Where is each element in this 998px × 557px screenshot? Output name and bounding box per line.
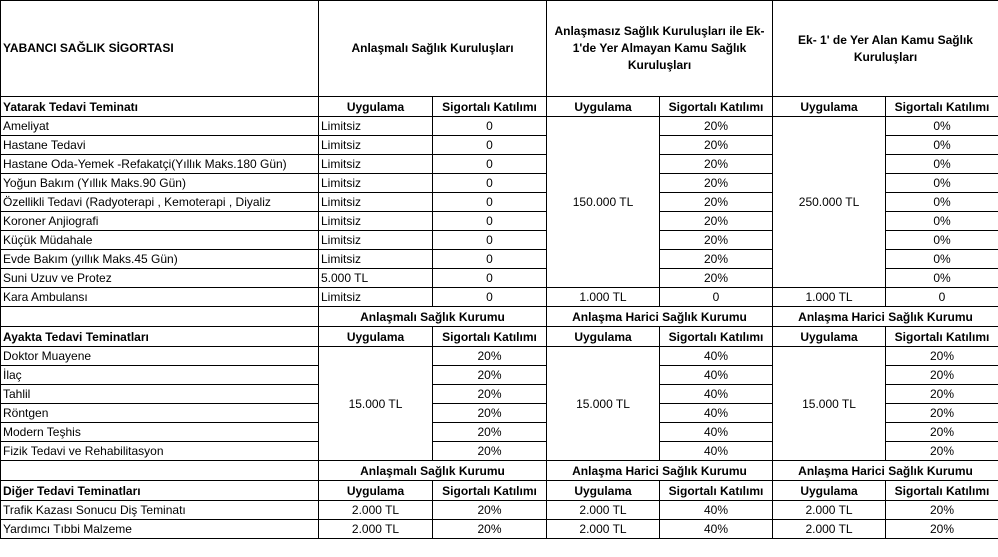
cell-value: 40%	[660, 442, 773, 461]
merged-limit-anlasmali: 15.000 TL	[319, 347, 433, 461]
cell-value: Limitsiz	[319, 193, 433, 212]
col-group-anlasmasiz: Anlaşmasız Sağlık Kuruluşları ile Ek-1'de Yer Almayan Kamu Sağlık Kuruluşları	[547, 1, 773, 97]
cell-value: 0%	[886, 250, 998, 269]
col-header-katilim: Sigortalı Katılımı	[660, 97, 773, 117]
cell-value: 2.000 TL	[319, 501, 433, 520]
cell-value: Limitsiz	[319, 174, 433, 193]
col-group-anlasmali: Anlaşmalı Sağlık Kuruluşları	[319, 1, 547, 97]
cell-value: 0%	[886, 174, 998, 193]
cell-value: 0	[433, 155, 547, 174]
cell-value: 20%	[886, 501, 998, 520]
cell-value: 0	[433, 174, 547, 193]
col-group-harici-kurum: Anlaşma Harici Sağlık Kurumu	[547, 307, 773, 327]
cell-value: 20%	[433, 366, 547, 385]
col-header-katilim: Sigortalı Katılımı	[433, 327, 547, 347]
section-title-ayakta: Ayakta Tedavi Teminatları	[1, 327, 319, 347]
cell-value: 2.000 TL	[773, 520, 886, 539]
col-header-katilim: Sigortalı Katılımı	[660, 481, 773, 501]
cell-value: 2.000 TL	[547, 501, 660, 520]
cell-value: 20%	[433, 385, 547, 404]
row-label: Fizik Tedavi ve Rehabilitasyon	[1, 442, 319, 461]
table-title: YABANCI SAĞLIK SİGORTASI	[1, 1, 319, 97]
cell-value: 0%	[886, 155, 998, 174]
cell-value: 20%	[886, 520, 998, 539]
cell-value: 20%	[886, 442, 998, 461]
col-group-ek1: Ek- 1' de Yer Alan Kamu Sağlık Kuruluşları	[773, 1, 998, 97]
cell-value: 0	[660, 288, 773, 307]
cell-value: 20%	[660, 174, 773, 193]
section-title-yatarak: Yatarak Tedavi Teminatı	[1, 97, 319, 117]
col-group-harici-kurum: Anlaşma Harici Sağlık Kurumu	[773, 461, 998, 481]
cell-value: 20%	[660, 136, 773, 155]
col-header-uygulama: Uygulama	[547, 97, 660, 117]
blank-cell	[1, 307, 319, 327]
cell-value: 20%	[433, 423, 547, 442]
col-header-uygulama: Uygulama	[773, 97, 886, 117]
cell-value: 20%	[660, 250, 773, 269]
cell-value: 0	[433, 212, 547, 231]
cell-value: 20%	[886, 366, 998, 385]
row-label: Küçük Müdahale	[1, 231, 319, 250]
row-label: Yardımcı Tıbbi Malzeme	[1, 520, 319, 539]
col-group-harici-kurum: Anlaşma Harici Sağlık Kurumu	[547, 461, 773, 481]
cell-value: 0	[433, 250, 547, 269]
cell-value: 20%	[886, 385, 998, 404]
row-label: Yoğun Bakım (Yıllık Maks.90 Gün)	[1, 174, 319, 193]
cell-value: Limitsiz	[319, 212, 433, 231]
cell-value: 0	[433, 269, 547, 288]
row-label: Tahlil	[1, 385, 319, 404]
cell-value: 1.000 TL	[547, 288, 660, 307]
cell-value: 0%	[886, 269, 998, 288]
cell-value: 20%	[886, 423, 998, 442]
row-label: Özellikli Tedavi (Radyoterapi , Kemoterapi , Diyaliz	[1, 193, 319, 212]
cell-value: 20%	[433, 501, 547, 520]
col-header-uygulama: Uygulama	[547, 481, 660, 501]
blank-cell	[1, 461, 319, 481]
row-label: Röntgen	[1, 404, 319, 423]
cell-value: 40%	[660, 520, 773, 539]
cell-value: 20%	[660, 155, 773, 174]
cell-value: 0	[886, 288, 998, 307]
cell-value: 40%	[660, 501, 773, 520]
row-label: Hastane Tedavi	[1, 136, 319, 155]
col-header-katilim: Sigortalı Katılımı	[660, 327, 773, 347]
table-row	[1, 288, 998, 307]
cell-value: 20%	[660, 117, 773, 136]
merged-limit-harici: 15.000 TL	[773, 347, 886, 461]
row-label: Koroner Anjiografi	[1, 212, 319, 231]
row-label: Evde Bakım (yıllık Maks.45 Gün)	[1, 250, 319, 269]
cell-value: 0%	[886, 193, 998, 212]
cell-value: 0	[433, 288, 547, 307]
row-label: Suni Uzuv ve Protez	[1, 269, 319, 288]
cell-value: 20%	[886, 347, 998, 366]
table-row	[1, 520, 998, 539]
cell-value: 2.000 TL	[319, 520, 433, 539]
col-group-anlasmali-kurum: Anlaşmalı Sağlık Kurumu	[319, 307, 547, 327]
section-title-diger: Diğer Tedavi Teminatları	[1, 481, 319, 501]
row-label: Ameliyat	[1, 117, 319, 136]
row-label: Modern Teşhis	[1, 423, 319, 442]
col-header-katilim: Sigortalı Katılımı	[886, 327, 998, 347]
cell-value: 2.000 TL	[547, 520, 660, 539]
cell-value: 20%	[433, 520, 547, 539]
cell-value: 40%	[660, 423, 773, 442]
table-row	[1, 501, 998, 520]
cell-value: Limitsiz	[319, 117, 433, 136]
col-header-uygulama: Uygulama	[319, 481, 433, 501]
cell-value: 5.000 TL	[319, 269, 433, 288]
row-label: Kara Ambulansı	[1, 288, 319, 307]
cell-value: Limitsiz	[319, 155, 433, 174]
merged-limit-harici: 15.000 TL	[547, 347, 660, 461]
col-header-uygulama: Uygulama	[319, 97, 433, 117]
merged-limit-ek1: 250.000 TL	[773, 117, 886, 288]
cell-value: 0%	[886, 117, 998, 136]
cell-value: 20%	[886, 404, 998, 423]
cell-value: 40%	[660, 347, 773, 366]
cell-value: 40%	[660, 385, 773, 404]
cell-value: 0	[433, 136, 547, 155]
cell-value: 20%	[433, 404, 547, 423]
row-label: Doktor Muayene	[1, 347, 319, 366]
col-header-uygulama: Uygulama	[773, 327, 886, 347]
cell-value: 0%	[886, 231, 998, 250]
cell-value: 20%	[433, 442, 547, 461]
cell-value: Limitsiz	[319, 231, 433, 250]
cell-value: 1.000 TL	[773, 288, 886, 307]
cell-value: 20%	[660, 231, 773, 250]
cell-value: 0	[433, 231, 547, 250]
col-group-anlasmali-kurum: Anlaşmalı Sağlık Kurumu	[319, 461, 547, 481]
cell-value: Limitsiz	[319, 288, 433, 307]
row-label: İlaç	[1, 366, 319, 385]
cell-value: 20%	[660, 193, 773, 212]
col-header-uygulama: Uygulama	[547, 327, 660, 347]
col-header-katilim: Sigortalı Katılımı	[433, 481, 547, 501]
cell-value: 0	[433, 193, 547, 212]
cell-value: 20%	[660, 269, 773, 288]
col-group-harici-kurum: Anlaşma Harici Sağlık Kurumu	[773, 307, 998, 327]
cell-value: 0%	[886, 136, 998, 155]
table-row	[1, 347, 998, 366]
cell-value: 0%	[886, 212, 998, 231]
cell-value: 40%	[660, 366, 773, 385]
row-label: Trafik Kazası Sonucu Diş Teminatı	[1, 501, 319, 520]
col-header-uygulama: Uygulama	[773, 481, 886, 501]
row-label: Hastane Oda-Yemek -Refakatçi(Yıllık Maks.180 Gün)	[1, 155, 319, 174]
cell-value: 20%	[433, 347, 547, 366]
merged-limit-anlasmasiz: 150.000 TL	[547, 117, 660, 288]
col-header-katilim: Sigortalı Katılımı	[886, 97, 998, 117]
cell-value: 40%	[660, 404, 773, 423]
col-header-uygulama: Uygulama	[319, 327, 433, 347]
col-header-katilim: Sigortalı Katılımı	[886, 481, 998, 501]
table-row	[1, 117, 998, 136]
cell-value: 0	[433, 117, 547, 136]
cell-value: 2.000 TL	[773, 501, 886, 520]
cell-value: Limitsiz	[319, 136, 433, 155]
cell-value: Limitsiz	[319, 250, 433, 269]
col-header-katilim: Sigortalı Katılımı	[433, 97, 547, 117]
cell-value: 20%	[660, 212, 773, 231]
